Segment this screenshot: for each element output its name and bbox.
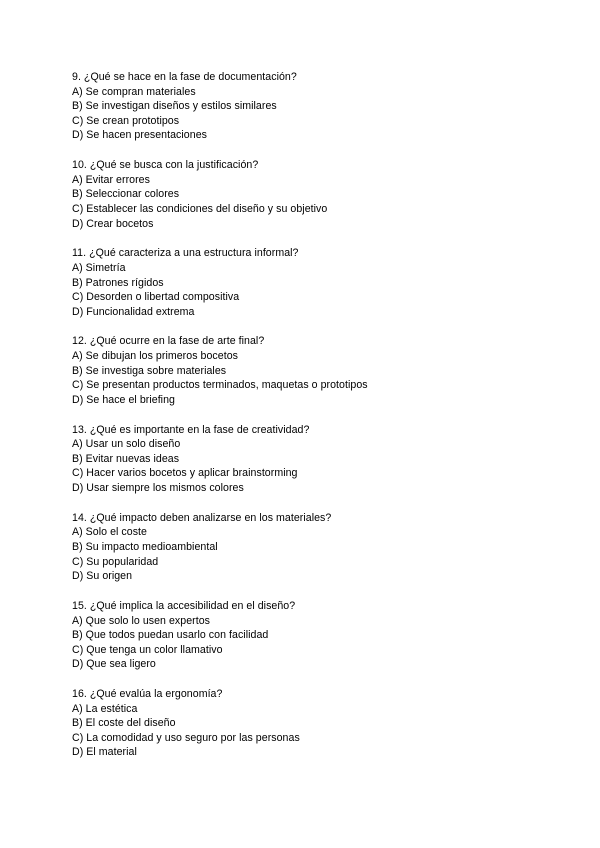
question-14 (72, 511, 572, 584)
document-page (72, 70, 572, 775)
answer-option: B) Se investiga sobre materiales (72, 364, 227, 377)
answer-option: C) Se crean prototipos (72, 114, 180, 127)
answer-option: C) Se presentan productos terminados, maquetas o prototipos (72, 379, 368, 392)
answer-option: B) Se investigan diseños y estilos similares (72, 100, 277, 113)
answer-option: B) Evitar nuevas ideas (72, 452, 180, 465)
question-15 (72, 599, 572, 672)
answer-option: A) Se dibujan los primeros bocetos (72, 350, 238, 363)
question-10 (72, 158, 572, 231)
answer-option: B) Patrones rígidos (72, 276, 164, 289)
answer-option: C) La comodidad y uso seguro por las personas (72, 731, 300, 744)
answer-option: D) Que sea ligero (72, 658, 156, 671)
question-12 (72, 334, 572, 407)
answer-option: D) El material (72, 746, 137, 759)
question-title: 12. ¿Qué ocurre en la fase de arte final? (72, 335, 265, 348)
answer-option: D) Funcionalidad extrema (72, 305, 195, 318)
answer-option: C) Que tenga un color llamativo (72, 643, 223, 656)
answer-option: A) Usar un solo diseño (72, 438, 181, 451)
answer-option: A) Evitar errores (72, 173, 150, 186)
answer-option: B) Seleccionar colores (72, 188, 180, 201)
answer-option: B) Que todos puedan usarlo con facilidad (72, 629, 269, 642)
answer-option: B) El coste del diseño (72, 717, 176, 730)
answer-option: C) Desorden o libertad compositiva (72, 291, 240, 304)
answer-option: D) Crear bocetos (72, 217, 154, 230)
question-11 (72, 246, 572, 319)
answer-option: C) Establecer las condiciones del diseño y su objetivo (72, 202, 328, 215)
question-title: 11. ¿Qué caracteriza a una estructura informal? (72, 247, 299, 260)
question-title: 14. ¿Qué impacto deben analizarse en los materiales? (72, 511, 332, 524)
answer-option: A) Que solo lo usen expertos (72, 614, 211, 627)
question-title: 16. ¿Qué evalúa la ergonomía? (72, 688, 223, 701)
answer-option: C) Hacer varios bocetos y aplicar brainstorming (72, 467, 298, 480)
answer-option: B) Su impacto medioambiental (72, 540, 218, 553)
answer-option: A) Simetría (72, 261, 126, 274)
answer-option: D) Usar siempre los mismos colores (72, 482, 244, 494)
question-title: 15. ¿Qué implica la accesibilidad en el diseño? (72, 599, 296, 612)
question-13 (72, 423, 572, 496)
answer-option: D) Se hace el briefing (72, 393, 175, 406)
answer-option: A) La estética (72, 702, 138, 715)
answer-option: C) Su popularidad (72, 555, 159, 568)
answer-option: D) Se hacen presentaciones (72, 129, 207, 142)
question-title: 10. ¿Qué se busca con la justificación? (72, 159, 259, 172)
answer-option: A) Se compran materiales (72, 85, 196, 98)
question-title: 13. ¿Qué es importante en la fase de creatividad? (72, 423, 310, 436)
question-9 (72, 70, 572, 143)
question-16 (72, 687, 572, 760)
answer-option: A) Solo el coste (72, 526, 147, 539)
question-title: 9. ¿Qué se hace en la fase de documentación? (72, 71, 297, 83)
answer-option: D) Su origen (72, 570, 133, 583)
